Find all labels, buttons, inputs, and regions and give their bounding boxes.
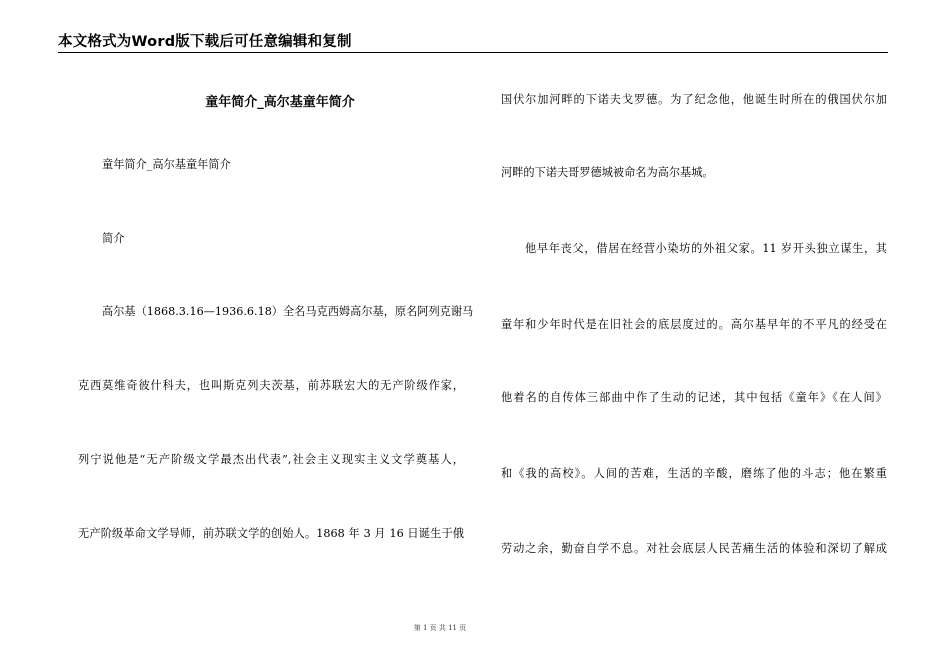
text-line: 国伏尔加河畔的下诺夫戈罗德。为了纪念他，他诞生时所在的俄国伏尔加 bbox=[501, 93, 887, 106]
text-line: 劳动之余，勤奋自学不息。对社会底层人民苦痛生活的体验和深切了解成 bbox=[501, 542, 887, 555]
text-line: 克西莫维奇彼什科夫，也叫斯克列夫茨基，前苏联宏大的无产阶级作家， bbox=[78, 379, 464, 392]
text-line: 他着名的自传体三部曲中作了生动的记述，其中包括《童年》《在人间》 bbox=[501, 391, 887, 404]
document-title: 童年简介_高尔基童年简介 bbox=[205, 95, 355, 110]
text-line: 列宁说他是“无产阶级文学最杰出代表”,社会主义现实主义文学奠基人， bbox=[78, 453, 464, 466]
text-line: 和《我的高校》。人间的苦难，生活的辛酸，磨练了他的斗志；他在繁重 bbox=[501, 467, 887, 480]
banner-text: 本文格式为Word版下载后可任意编辑和复制 bbox=[58, 34, 352, 50]
document-banner bbox=[58, 33, 888, 53]
text-line: 他早年丧父，借居在经营小染坊的外祖父家。11 岁开头独立谋生，其 bbox=[525, 242, 887, 255]
text-line: 高尔基（1868.3.16—1936.6.18）全名马克西姆高尔基，原名阿列克谢马 bbox=[102, 305, 474, 318]
text-line: 无产阶级革命文学导师，前苏联文学的创始人。1868 年 3 月 16 日诞生于俄 bbox=[78, 527, 464, 540]
text-line: 河畔的下诺夫哥罗德城被命名为高尔基城。 bbox=[501, 166, 714, 179]
subtitle-line: 童年简介_高尔基童年简介 bbox=[102, 158, 231, 171]
section-heading: 简介 bbox=[102, 232, 125, 245]
page-number: 第 1 页 共 11 页 bbox=[413, 624, 467, 632]
text-line: 童年和少年时代是在旧社会的底层度过的。高尔基早年的不平凡的经受在 bbox=[501, 318, 887, 331]
